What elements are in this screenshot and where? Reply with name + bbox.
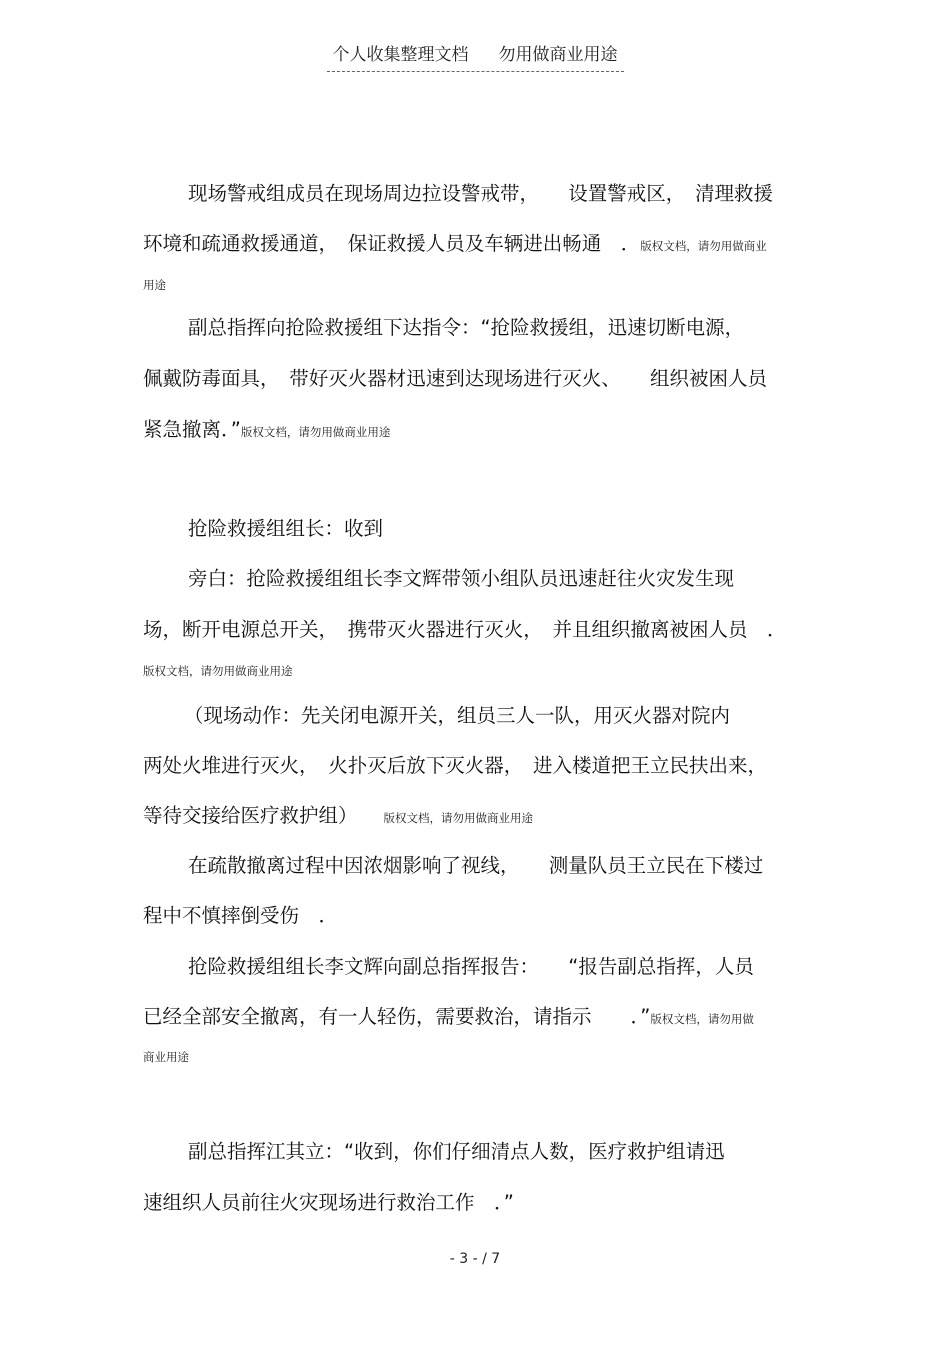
p6-line2: 程中不慎摔倒受伤 ． [143,904,339,927]
copyright-note: 版权文档，请勿用做 [650,1012,754,1026]
p8-line2: 速组织人员前往火灾现场进行救治工作 ．” [143,1191,514,1214]
p5-line3-text: 等待交接给医疗救护组） [143,804,358,827]
p1-line2 [143,232,767,258]
copyright-note: 版权文档，请勿用做商业用途 [383,811,534,825]
p2-line2: 佩戴防毒面具， 带好灭火器材迅速到达现场进行灭火、 组织被困人员 [143,367,768,390]
header-left-text: 个人收集整理文档 [332,45,469,65]
p5-line3 [143,804,533,830]
p4-line3: 版权文档，请勿用做商业用途 [143,664,293,678]
p4-line2: 场，断开电源总开关， 携带灭火器进行灭火， 并且组织撤离被困人员 ． [143,618,787,641]
copyright-note: 版权文档，请勿用做商业用途 [240,425,391,439]
p8-line1: 副总指挥江其立：“收到，你们仔细清点人数，医疗救护组请迅 [188,1140,725,1163]
header-right-text: 勿用做商业用途 [498,45,618,65]
p4-line1: 旁白：抢险救援组组长李文辉带领小组队员迅速赶往火灾发生现 [188,567,735,590]
p5-line1: （现场动作：先关闭电源开关，组员三人一队，用灭火器对院内 [184,704,731,727]
p1-line1: 现场警戒组成员在现场周边拉设警戒带， 设置警戒区， 清理救援 [188,182,774,205]
p5-line2: 两处火堆进行灭火， 火扑灭后放下灭火器， 进入楼道把王立民扶出来， [143,754,768,777]
copyright-note: 版权文档，请勿用做商业 [640,239,767,253]
page-number: - 3 - / 7 [449,1251,501,1267]
p7-line2 [143,1005,754,1031]
p2-line1: 副总指挥向抢险救援组下达指令：“抢险救援组，迅速切断电源， [188,316,745,339]
p1-line2-text: 环境和疏通救援通道， 保证救援人员及车辆进出畅通 ． [143,232,641,255]
p1-line3: 用途 [143,278,166,292]
p2-line3 [143,418,390,444]
p7-line1: 抢险救援组组长李文辉向副总指挥报告： “报告副总指挥，人员 [188,955,754,978]
p7-line2-text: 已经全部安全撤离，有一人轻伤，需要救治，请指示 ．” [143,1005,651,1028]
p6-line1: 在疏散撤离过程中因浓烟影响了视线， 测量队员王立民在下楼过 [188,854,764,877]
p3-line1: 抢险救援组组长：收到 [188,517,384,540]
p2-line3-text: 紧急撤离．” [143,418,241,441]
page-header [0,40,950,72]
p7-line3: 商业用途 [143,1050,189,1064]
